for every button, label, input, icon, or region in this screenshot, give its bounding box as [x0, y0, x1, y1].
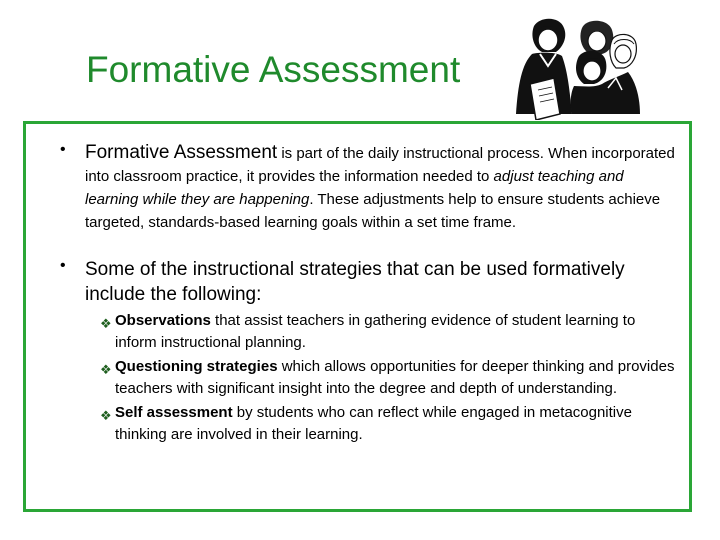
teacher-and-students-clipart-icon — [512, 14, 644, 120]
sub-item-lead: Observations — [115, 312, 211, 329]
sub-item-observations — [101, 310, 679, 354]
diamond-bullet-icon: ❖ — [100, 362, 112, 377]
sub-item-lead: Questioning strategies — [115, 358, 278, 375]
bullet-item-formative-assessment — [52, 141, 675, 234]
sub-item-text: that assist teachers in gathering evidence of student learning to inform instructional planning. — [115, 312, 636, 351]
sub-item-questioning-strategies — [101, 356, 679, 400]
slide-title: Formative Assessment — [86, 49, 461, 90]
diamond-bullet-icon: ❖ — [100, 316, 112, 331]
sub-item-text: by students who can reflect while engaged in metacognitive thinking are involved in their learning. — [115, 404, 632, 443]
bullet-text — [85, 141, 675, 234]
diamond-bullet-icon: ❖ — [100, 408, 112, 423]
strategy-sub-list — [101, 310, 679, 448]
bullet-body: that can be used formatively include the following: — [85, 259, 625, 305]
bullet-item-strategies — [52, 257, 675, 307]
bullet-text — [85, 257, 675, 307]
bullet-marker: • — [60, 257, 66, 274]
content-box — [23, 121, 692, 512]
bullet-marker: • — [60, 141, 66, 158]
bullet-body-2: . These adjustments help to ensure students achieve targeted, standards-based learning goals within a set time frame. — [85, 191, 661, 231]
sub-item-self-assessment — [101, 402, 679, 446]
bullet-italic-phrase: adjust teaching and learning while they are happening — [85, 168, 624, 208]
sub-item-text: which allows opportunities for deeper thinking and provides teachers with significant insight into the degree and depth of understanding. — [115, 358, 675, 397]
sub-item-lead: Self assessment — [115, 404, 233, 421]
bullet-lead: Some of the instructional strategies — [85, 259, 382, 280]
bullet-body-1: is part of the daily instructional process. When incorporated into classroom practice, it provides the information needed to — [85, 145, 675, 185]
bullet-lead: Formative Assessment — [85, 142, 278, 163]
